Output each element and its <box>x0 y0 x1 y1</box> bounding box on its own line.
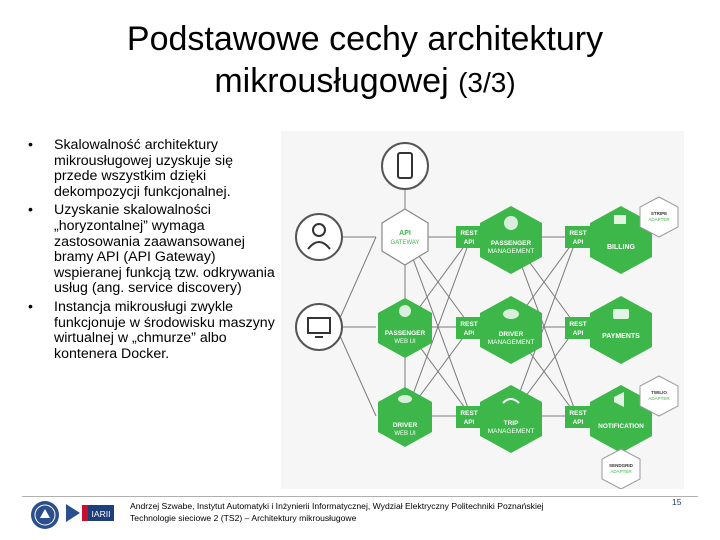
university-logo-icon <box>30 500 60 530</box>
institute-logo-text: IARII <box>91 509 111 519</box>
driver-web-label-1: DRIVER <box>392 422 418 429</box>
slide-title <box>40 18 690 104</box>
bullet-item: • Skalowalność architektury mikrousługowej uzyskuje się przede wszystkim dzięki dekompozycji funkcjonalnej. <box>28 138 278 200</box>
driver-mgmt-label-1: DRIVER <box>498 331 524 338</box>
footer-line-2: Technologie sieciowe 2 (TS2) – Architektury mikrousługowe <box>130 513 357 523</box>
title-line-2-text: mikrousługowej <box>214 62 449 100</box>
title-part: (3/3) <box>458 67 516 98</box>
bullet-list <box>28 138 278 365</box>
svg-text:TWILIO: TWILIO <box>651 390 667 395</box>
rest-api-box <box>456 406 482 428</box>
title-line-1: Podstawowe cechy architektury <box>126 20 604 58</box>
svg-text:API: API <box>463 239 475 246</box>
svg-text:REST: REST <box>460 321 478 328</box>
svg-text:REST: REST <box>460 230 478 237</box>
gateway-label-1: API <box>399 230 411 237</box>
svg-text:REST: REST <box>569 321 587 328</box>
svg-text:API: API <box>572 419 584 426</box>
passenger-web-label-2: WEB UI <box>394 339 416 345</box>
passenger-mgmt-label-1: PASSENGER <box>490 240 532 247</box>
institute-logo-icon <box>66 500 116 526</box>
page-number: 15 <box>672 497 682 507</box>
notification-label: NOTIFICATION <box>598 423 644 430</box>
gateway-label-2: GATEWAY <box>390 240 420 246</box>
svg-text:REST: REST <box>460 410 478 417</box>
svg-text:API: API <box>572 239 584 246</box>
rest-api-box <box>456 226 482 248</box>
microservices-diagram <box>281 131 684 489</box>
trip-mgmt-label-2: MANAGEMENT <box>487 428 535 435</box>
bullet-item: • Uzyskanie skalowalności „horyzontalnej” wymaga zastosowania zaawansowanej bramy API (API Gateway) wspieranej funkcją tzw. odkrywania usług (ang. service discovery) <box>28 203 278 297</box>
svg-text:ADAPTER: ADAPTER <box>648 217 670 222</box>
svg-text:API: API <box>572 330 584 337</box>
svg-text:REST: REST <box>569 410 587 417</box>
billing-label: BILLING <box>607 244 635 251</box>
svg-text:API: API <box>463 330 475 337</box>
user-client <box>296 214 342 260</box>
svg-text:SENDGRID: SENDGRID <box>609 463 633 468</box>
footer-line-1: Andrzej Szwabe, Instytut Automatyki i Inżynierii Informatycznej, Wydział Elektryczny Politechniki Poznańskiej <box>130 501 544 511</box>
svg-text:STRIPE: STRIPE <box>650 211 668 216</box>
rest-api-box <box>565 317 591 339</box>
driver-web-label-2: WEB UI <box>394 431 416 437</box>
rest-api-box <box>565 406 591 428</box>
svg-text:API: API <box>463 419 475 426</box>
footer-divider <box>22 496 698 497</box>
bullet-item: • Instancja mikrousługi zwykle funkcjonuje w środowisku maszyny wirtualnej w „chmurze” albo kontenera Docker. <box>28 300 278 362</box>
driver-mgmt-label-2: MANAGEMENT <box>487 339 535 346</box>
payments-label: PAYMENTS <box>602 333 640 340</box>
title-line-2 <box>40 60 690 104</box>
mobile-client <box>382 143 428 189</box>
trip-mgmt-label-1: TRIP <box>503 420 519 427</box>
rest-api-box <box>565 226 591 248</box>
passenger-mgmt-label-2: MANAGEMENT <box>487 248 535 255</box>
passenger-web-label-1: PASSENGER <box>384 330 426 337</box>
svg-text:REST: REST <box>569 230 587 237</box>
footer-text <box>130 500 650 524</box>
desktop-client <box>296 304 342 350</box>
rest-api-box <box>456 317 482 339</box>
svg-text:ADAPTER: ADAPTER <box>610 469 632 474</box>
svg-text:ADAPTER: ADAPTER <box>648 396 670 401</box>
